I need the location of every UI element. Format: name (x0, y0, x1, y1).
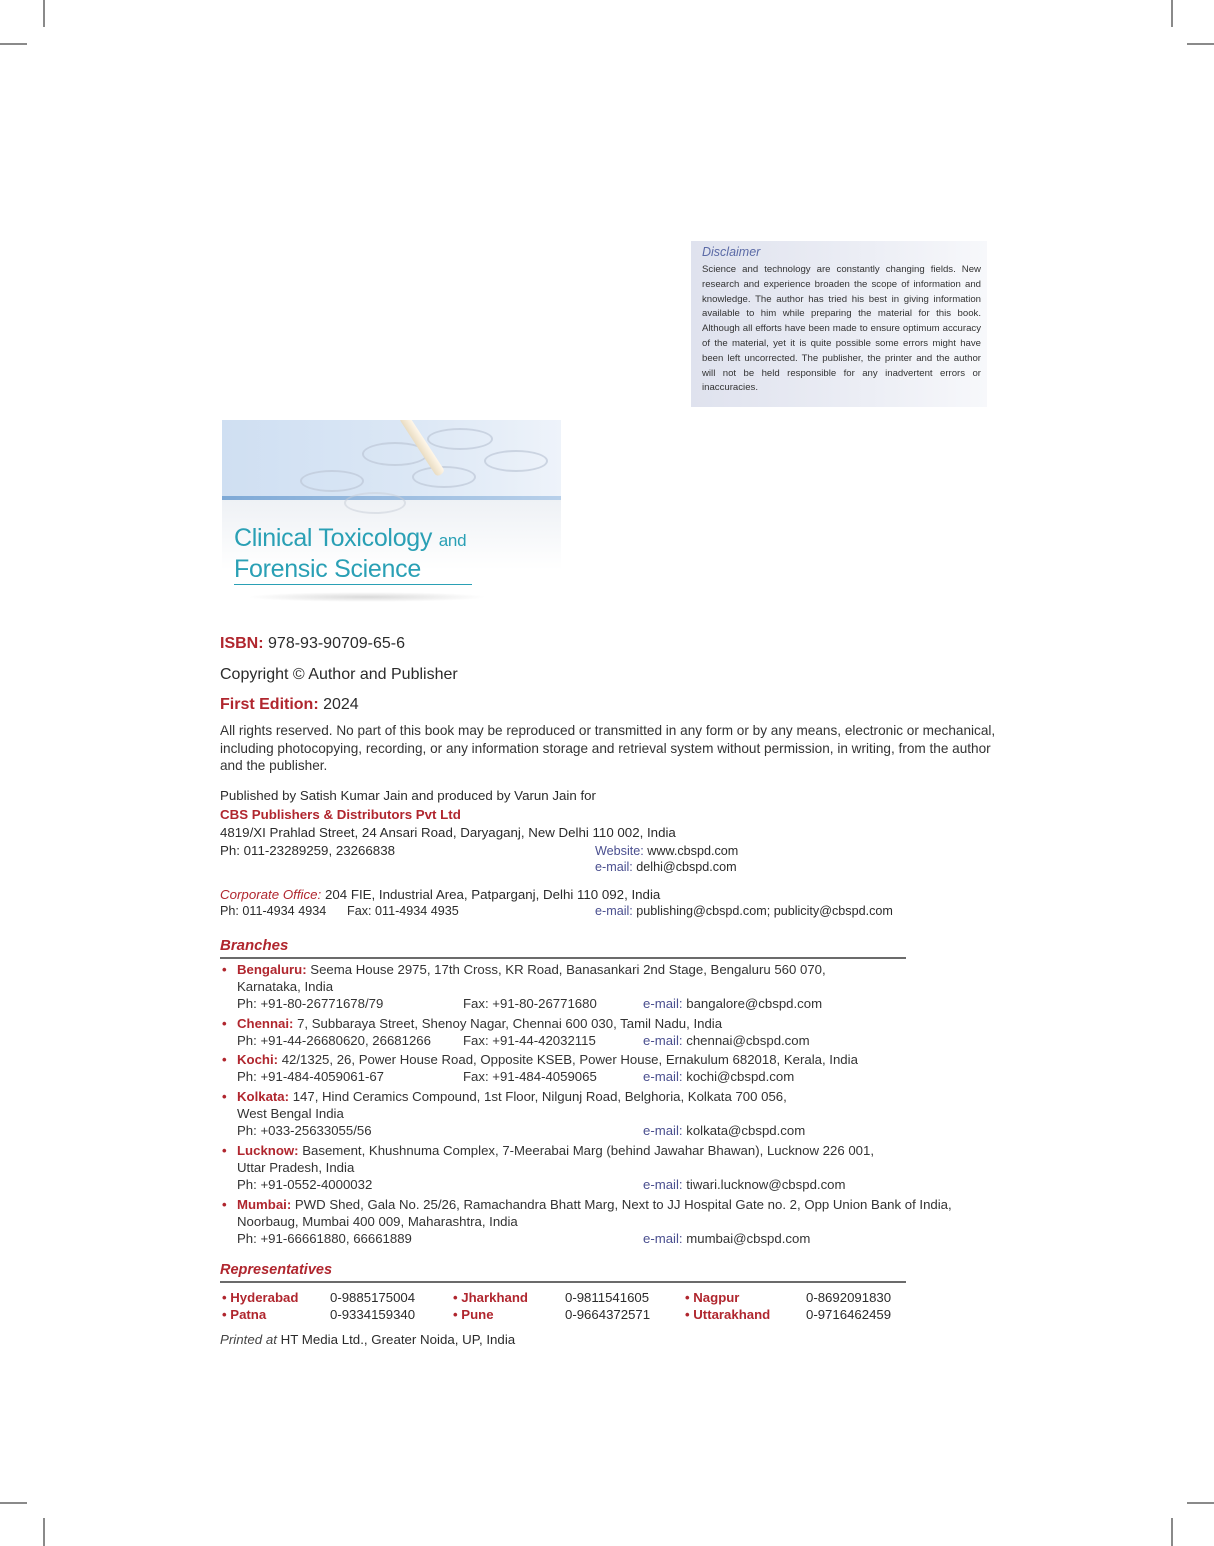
email-label: e-mail: (643, 1177, 683, 1192)
cover-title-line2: Forensic Science (234, 555, 421, 583)
edition-label: First Edition: (220, 696, 319, 713)
bullet-icon: • (222, 1143, 227, 1158)
rep-phone: 0-9664372571 (565, 1307, 651, 1322)
bullet-icon: • (222, 1197, 227, 1212)
rep-city-patna: • Patna (222, 1307, 267, 1322)
printer-value: HT Media Ltd., Greater Noida, UP, India (280, 1332, 516, 1347)
publisher-name: CBS Publishers & Distributors Pvt Ltd (220, 807, 461, 822)
copyright-line: Copyright © Author and Publisher (220, 666, 458, 683)
email-label: e-mail: (643, 1069, 683, 1084)
publisher-address: 4819/XI Prahlad Street, 24 Ansari Road, Daryaganj, New Delhi 110 002, India (220, 825, 676, 840)
branch-phone: Ph: +91-0552-4000032 (237, 1177, 373, 1192)
email-label: e-mail: (595, 904, 633, 918)
branches-divider (220, 957, 906, 959)
branch-fax: Fax: +91-80-26771680 (463, 996, 597, 1011)
crop-mark (1187, 43, 1214, 45)
book-cover-image (222, 420, 561, 610)
rep-city-uttarakhand: • Uttarakhand (685, 1307, 771, 1322)
isbn-label: ISBN: (220, 635, 264, 652)
rep-phone: 0-9334159340 (330, 1307, 416, 1322)
branch-bengaluru (220, 961, 826, 1012)
rep-city: Pune (461, 1307, 494, 1322)
representatives-divider (220, 1281, 906, 1283)
corporate-phone: Ph: 011-4934 4934 (220, 904, 327, 918)
bullet-icon: • (222, 962, 227, 977)
beaker-rim-icon (427, 428, 493, 450)
rep-city: Nagpur (693, 1290, 740, 1305)
website-link[interactable]: www.cbspd.com (647, 844, 739, 858)
branch-phone: Ph: +91-44-26680620, 26681266 (237, 1033, 431, 1048)
branch-address: 7, Subbaraya Street, Shenoy Nagar, Chennai 600 030, Tamil Nadu, India (297, 1016, 723, 1031)
email-link[interactable]: kochi@cbspd.com (686, 1069, 795, 1084)
branch-kolkata (220, 1088, 806, 1139)
representatives-heading: Representatives (220, 1262, 333, 1278)
branch-mumbai (220, 1196, 952, 1247)
email-label: e-mail: (643, 1123, 683, 1138)
crop-mark (1171, 0, 1173, 27)
email-link[interactable]: publishing@cbspd.com; publicity@cbspd.com (636, 904, 893, 918)
rep-phone: 0-8692091830 (806, 1290, 892, 1305)
cover-shadow (247, 592, 487, 602)
email-link[interactable]: chennai@cbspd.com (686, 1033, 810, 1048)
isbn-value: 978-93-90709-65-6 (268, 635, 406, 652)
printer-line (220, 1332, 515, 1347)
branch-email (643, 995, 822, 1012)
branch-city: Chennai: (237, 1016, 294, 1031)
branch-fax: Fax: +91-484-4059065 (463, 1069, 597, 1084)
crop-mark (0, 43, 27, 45)
published-by: Published by Satish Kumar Jain and produced by Varun Jain for (220, 788, 596, 803)
corporate-label: Corporate Office: (220, 887, 322, 902)
beaker-rim-icon (344, 492, 406, 514)
bullet-icon: • (222, 1016, 227, 1031)
branch-address-line2: Uttar Pradesh, India (237, 1160, 355, 1175)
crop-mark (1187, 1502, 1214, 1504)
branch-address: Seema House 2975, 17th Cross, KR Road, Banasankari 2nd Stage, Bengaluru 560 070, (310, 962, 826, 977)
branch-city: Kochi: (237, 1052, 279, 1067)
branch-address-line2: Noorbaug, Mumbai 400 009, Maharashtra, India (237, 1214, 518, 1229)
cover-title-and: and (438, 531, 467, 550)
email-label: e-mail: (643, 1231, 683, 1246)
branch-address: PWD Shed, Gala No. 25/26, Ramachandra Bhatt Marg, Next to JJ Hospital Gate no. 2, Opp Union Bank of India, (294, 1197, 952, 1212)
branch-phone: Ph: +033-25633055/56 (237, 1123, 372, 1138)
email-label: e-mail: (643, 1033, 683, 1048)
disclaimer-title: Disclaimer (702, 245, 761, 259)
bullet-icon: • (222, 1052, 227, 1067)
crop-mark (43, 0, 45, 27)
branch-phone: Ph: +91-80-26771678/79 (237, 996, 384, 1011)
branch-phone: Ph: +91-66661880, 66661889 (237, 1231, 412, 1246)
bullet-icon: • (222, 1089, 227, 1104)
edition-value: 2024 (323, 696, 359, 713)
branch-chennai (220, 1015, 810, 1049)
email-label: e-mail: (595, 860, 633, 874)
rep-city-nagpur: • Nagpur (685, 1290, 740, 1305)
branch-address: 147, Hind Ceramics Compound, 1st Floor, Nilgunj Road, Belghoria, Kolkata 700 056, (292, 1089, 787, 1104)
email-link[interactable]: delhi@cbspd.com (636, 860, 737, 874)
publisher-website (595, 844, 738, 858)
email-link[interactable]: tiwari.lucknow@cbspd.com (686, 1177, 846, 1192)
rep-city-hyderabad: • Hyderabad (222, 1290, 299, 1305)
branch-address: Basement, Khushnuma Complex, 7-Meerabai Marg (behind Jawahar Bhawan), Lucknow 226 001, (302, 1143, 874, 1158)
branch-address: 42/1325, 26, Power House Road, Opposite KSEB, Power House, Ernakulum 682018, Kerala, India (281, 1052, 858, 1067)
branch-city: Kolkata: (237, 1089, 290, 1104)
corporate-address: 204 FIE, Industrial Area, Patparganj, Delhi 110 092, India (324, 887, 661, 902)
email-link[interactable]: kolkata@cbspd.com (686, 1123, 806, 1138)
website-label: Website: (595, 844, 644, 858)
rep-city: Uttarakhand (693, 1307, 771, 1322)
email-label: e-mail: (643, 996, 683, 1011)
branches-heading: Branches (220, 937, 289, 954)
email-link[interactable]: mumbai@cbspd.com (686, 1231, 811, 1246)
cover-title-main: Clinical Toxicology (234, 524, 433, 552)
isbn-line (220, 635, 405, 653)
branch-email (643, 1122, 805, 1139)
disclaimer-text: Science and technology are constantly changing fields. New research and experience broaden the scope of information and knowledge. The author has tried his best in giving information available to him while preparing the material for this book. Although all efforts have been made to ensure optimum accuracy of the material, yet it is quite possible some errors might have been left uncorrected. The publisher, the printer and the author will not be held responsible for any inadvertent errors or inaccuracies. (702, 264, 981, 394)
publisher-email (595, 860, 737, 874)
crop-mark (0, 1502, 27, 1504)
rep-city-pune: • Pune (453, 1307, 494, 1322)
branch-email (643, 1032, 810, 1049)
cover-title-underline (234, 584, 472, 585)
rep-phone: 0-9885175004 (330, 1290, 416, 1305)
rep-city: Hyderabad (230, 1290, 299, 1305)
corporate-email (595, 904, 893, 918)
branch-email (643, 1068, 794, 1085)
disclaimer-box (691, 241, 987, 407)
branch-address-line2: West Bengal India (237, 1106, 344, 1121)
branch-lucknow (220, 1142, 874, 1193)
edition-line (220, 696, 359, 714)
beaker-rim-icon (484, 450, 548, 472)
branch-kochi (220, 1051, 858, 1085)
rep-phone: 0-9811541605 (565, 1290, 650, 1305)
branch-phone: Ph: +91-484-4059061-67 (237, 1069, 385, 1084)
rights-paragraph: All rights reserved. No part of this book may be reproduced or transmitted in any form or by any means, electronic or mechanical, including photocopying, recording, or any information storage and retrieval system without permission, in writing, from the author and the publisher. (220, 723, 996, 773)
rep-phone: 0-9716462459 (806, 1307, 892, 1322)
branch-email (643, 1230, 810, 1247)
cover-title-line1 (234, 524, 466, 553)
branch-city: Lucknow: (237, 1143, 299, 1158)
corporate-fax: Fax: 011-4934 4935 (347, 904, 459, 918)
rep-city: Patna (230, 1307, 267, 1322)
publisher-phone: Ph: 011-23289259, 23266838 (220, 843, 395, 858)
branch-address-line2: Karnataka, India (237, 979, 334, 994)
branch-fax: Fax: +91-44-42032115 (463, 1033, 596, 1048)
email-link[interactable]: bangalore@cbspd.com (686, 996, 823, 1011)
printer-label: Printed at (220, 1332, 277, 1347)
branch-email (643, 1176, 846, 1193)
crop-mark (43, 1518, 45, 1546)
rep-city: Jharkhand (461, 1290, 528, 1305)
crop-mark (1171, 1518, 1173, 1546)
rep-city-jharkhand: • Jharkhand (453, 1290, 528, 1305)
beaker-rim-icon (300, 470, 364, 492)
corporate-office (220, 887, 660, 902)
branch-city: Mumbai: (237, 1197, 292, 1212)
branch-city: Bengaluru: (237, 962, 307, 977)
